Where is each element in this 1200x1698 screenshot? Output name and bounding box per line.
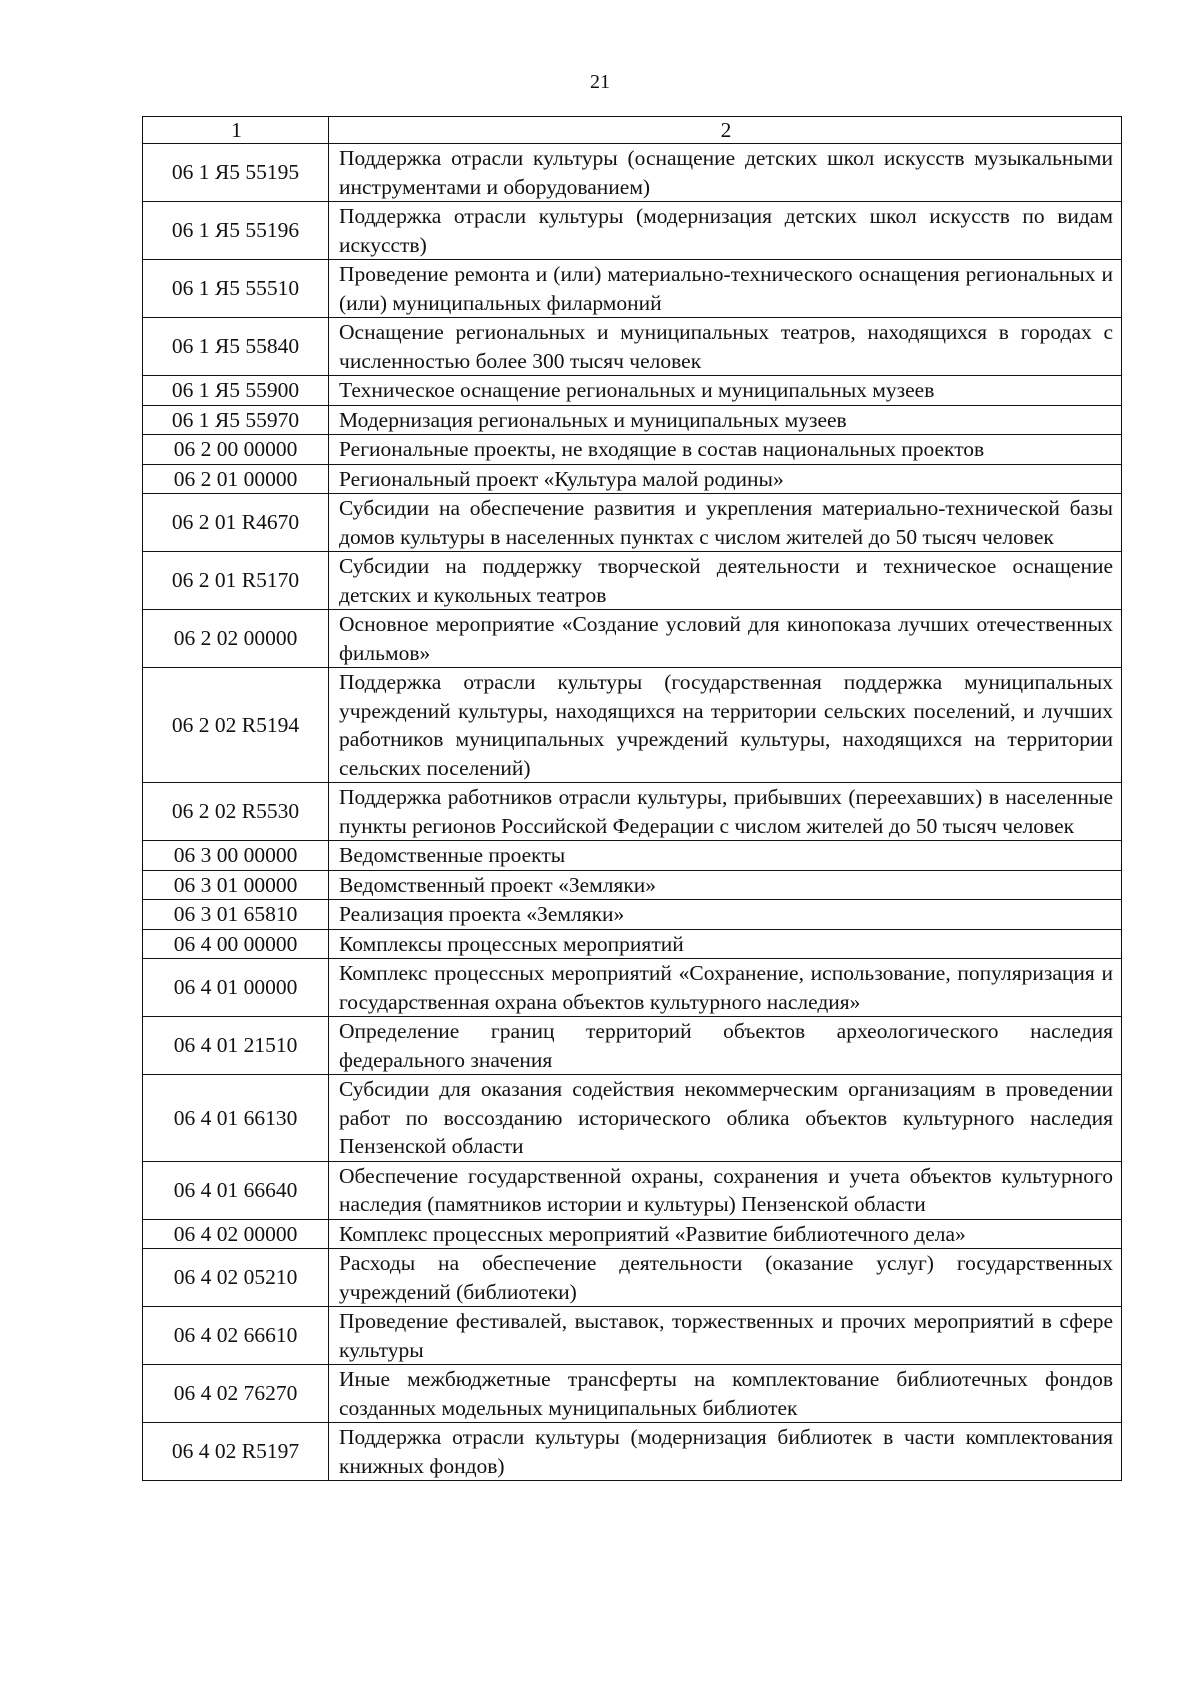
table-row — [143, 1307, 1122, 1365]
classification-description: Расходы на обеспечение деятельности (оказание услуг) государственных учреждений (библиотеки) — [329, 1249, 1122, 1307]
table-row — [143, 376, 1122, 406]
classification-description: Ведомственный проект «Земляки» — [329, 870, 1122, 900]
classification-code: 06 2 02 R5530 — [143, 783, 329, 841]
classification-description: Субсидии для оказания содействия некоммерческим организациям в проведении работ по воссозданию исторического облика объектов культурного наследия Пензенской области — [329, 1075, 1122, 1162]
table-row — [143, 900, 1122, 930]
classification-code: 06 2 02 00000 — [143, 610, 329, 668]
classification-code: 06 4 01 66130 — [143, 1075, 329, 1162]
classification-description: Комплексы процессных мероприятий — [329, 929, 1122, 959]
classification-code: 06 1 Я5 55195 — [143, 144, 329, 202]
table-row — [143, 1017, 1122, 1075]
table-row — [143, 202, 1122, 260]
table-row — [143, 405, 1122, 435]
classification-code: 06 2 01 R5170 — [143, 552, 329, 610]
classification-code: 06 4 02 76270 — [143, 1365, 329, 1423]
table-row — [143, 1219, 1122, 1249]
table-row — [143, 1161, 1122, 1219]
table-row — [143, 1075, 1122, 1162]
classification-code: 06 3 01 00000 — [143, 870, 329, 900]
page-number: 21 — [590, 71, 610, 93]
table-header-row — [143, 117, 1122, 144]
classification-description: Субсидии на поддержку творческой деятельности и техническое оснащение детских и кукольных театров — [329, 552, 1122, 610]
classification-description: Техническое оснащение региональных и муниципальных музеев — [329, 376, 1122, 406]
classification-description: Региональный проект «Культура малой родины» — [329, 464, 1122, 494]
classification-description: Поддержка отрасли культуры (модернизация детских школ искусств по видам искусств) — [329, 202, 1122, 260]
classification-description: Комплекс процессных мероприятий «Сохранение, использование, популяризация и государственная охрана объектов культурного наследия» — [329, 959, 1122, 1017]
classification-description: Субсидии на обеспечение развития и укрепления материально-технической базы домов культуры в населенных пунктах с числом жителей до 50 тысяч человек — [329, 494, 1122, 552]
classification-code: 06 4 02 66610 — [143, 1307, 329, 1365]
table-row — [143, 841, 1122, 871]
table-row — [143, 1423, 1122, 1481]
classification-code: 06 2 01 R4670 — [143, 494, 329, 552]
classification-description: Комплекс процессных мероприятий «Развитие библиотечного дела» — [329, 1219, 1122, 1249]
classification-description: Проведение фестивалей, выставок, торжественных и прочих мероприятий в сфере культуры — [329, 1307, 1122, 1365]
table-row — [143, 464, 1122, 494]
budget-classification-table — [142, 116, 1122, 1481]
table-row — [143, 783, 1122, 841]
table-row — [143, 260, 1122, 318]
table-row — [143, 870, 1122, 900]
classification-description: Основное мероприятие «Создание условий для кинопоказа лучших отечественных фильмов» — [329, 610, 1122, 668]
classification-code: 06 1 Я5 55510 — [143, 260, 329, 318]
table-row — [143, 610, 1122, 668]
column-header-description: 2 — [329, 117, 1122, 144]
classification-description: Обеспечение государственной охраны, сохранения и учета объектов культурного наследия (памятников истории и культуры) Пензенской области — [329, 1161, 1122, 1219]
table-body — [143, 144, 1122, 1481]
table-row — [143, 1249, 1122, 1307]
classification-code: 06 1 Я5 55970 — [143, 405, 329, 435]
table-row — [143, 552, 1122, 610]
classification-code: 06 2 01 00000 — [143, 464, 329, 494]
classification-description: Региональные проекты, не входящие в состав национальных проектов — [329, 435, 1122, 465]
table-row — [143, 668, 1122, 783]
classification-code: 06 4 01 00000 — [143, 959, 329, 1017]
classification-description: Реализация проекта «Земляки» — [329, 900, 1122, 930]
classification-description: Поддержка отрасли культуры (государственная поддержка муниципальных учреждений культуры, находящихся на территории сельских поселений, и лучших работников муниципальных учреждений культуры, находящихся на территории сельских поселений) — [329, 668, 1122, 783]
classification-code: 06 1 Я5 55840 — [143, 318, 329, 376]
classification-description: Поддержка работников отрасли культуры, прибывших (переехавших) в населенные пункты регионов Российской Федерации с числом жителей до 50 тысяч человек — [329, 783, 1122, 841]
classification-code: 06 2 00 00000 — [143, 435, 329, 465]
table-row — [143, 494, 1122, 552]
classification-code: 06 2 02 R5194 — [143, 668, 329, 783]
classification-description: Ведомственные проекты — [329, 841, 1122, 871]
classification-code: 06 4 02 R5197 — [143, 1423, 329, 1481]
classification-description: Оснащение региональных и муниципальных театров, находящихся в городах с численностью более 300 тысяч человек — [329, 318, 1122, 376]
classification-description: Иные межбюджетные трансферты на комплектование библиотечных фондов созданных модельных муниципальных библиотек — [329, 1365, 1122, 1423]
classification-description: Модернизация региональных и муниципальных музеев — [329, 405, 1122, 435]
classification-description: Поддержка отрасли культуры (оснащение детских школ искусств музыкальными инструментами и оборудованием) — [329, 144, 1122, 202]
table-row — [143, 144, 1122, 202]
table-row — [143, 959, 1122, 1017]
classification-description: Определение границ территорий объектов археологического наследия федерального значения — [329, 1017, 1122, 1075]
classification-code: 06 4 02 00000 — [143, 1219, 329, 1249]
classification-code: 06 4 01 21510 — [143, 1017, 329, 1075]
table-row — [143, 1365, 1122, 1423]
classification-code: 06 3 01 65810 — [143, 900, 329, 930]
classification-description: Проведение ремонта и (или) материально-технического оснащения региональных и (или) муниципальных филармоний — [329, 260, 1122, 318]
classification-code: 06 4 02 05210 — [143, 1249, 329, 1307]
table-row — [143, 929, 1122, 959]
classification-description: Поддержка отрасли культуры (модернизация библиотек в части комплектования книжных фондов) — [329, 1423, 1122, 1481]
column-header-code: 1 — [143, 117, 329, 144]
classification-code: 06 1 Я5 55196 — [143, 202, 329, 260]
classification-code: 06 4 01 66640 — [143, 1161, 329, 1219]
classification-code: 06 4 00 00000 — [143, 929, 329, 959]
table-row — [143, 318, 1122, 376]
table-row — [143, 435, 1122, 465]
classification-code: 06 1 Я5 55900 — [143, 376, 329, 406]
classification-code: 06 3 00 00000 — [143, 841, 329, 871]
